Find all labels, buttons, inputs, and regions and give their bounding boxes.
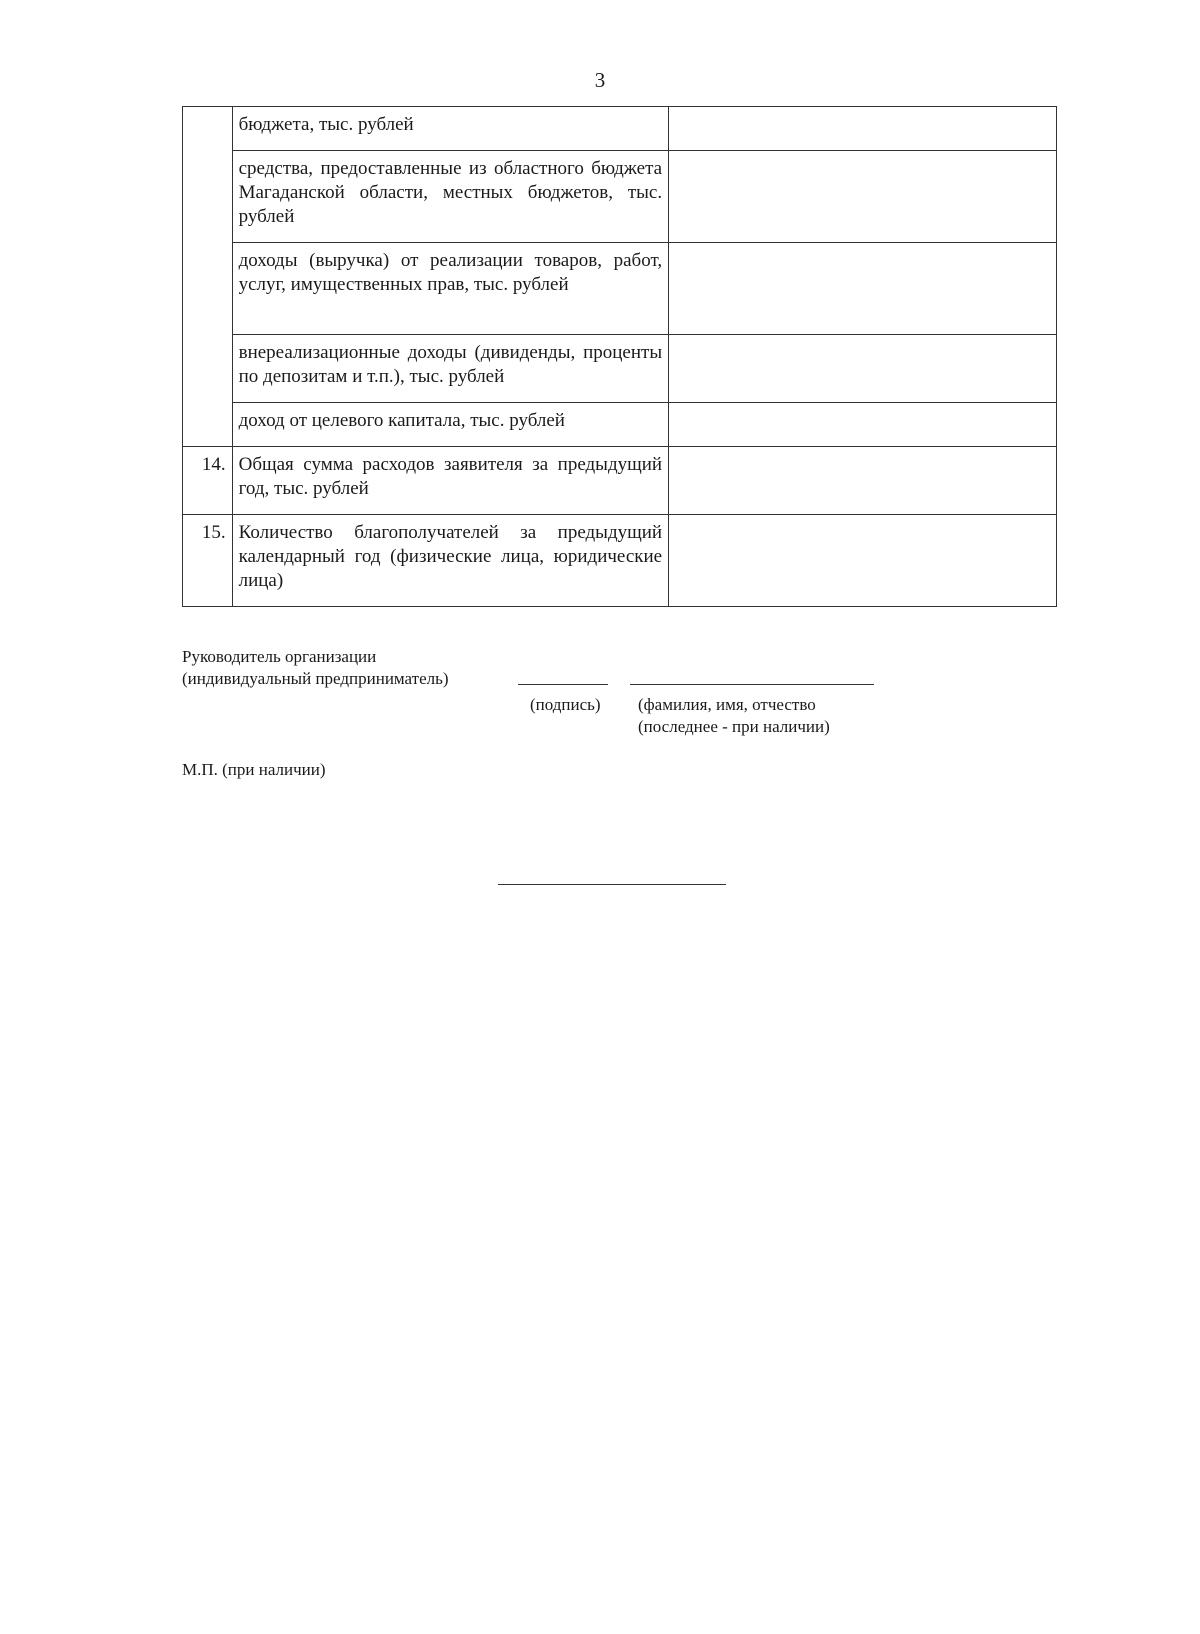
table-row bbox=[183, 335, 1057, 403]
row-value[interactable] bbox=[669, 107, 1057, 151]
stamp-placeholder: М.П. (при наличии) bbox=[182, 760, 326, 779]
full-name-caption bbox=[638, 694, 830, 738]
row-number bbox=[183, 335, 233, 403]
row-label: доход от целевого капитала, тыс. рублей bbox=[232, 403, 668, 447]
full-name-caption-line1: (фамилия, имя, отчество bbox=[638, 695, 816, 714]
table-row bbox=[183, 151, 1057, 243]
row-value[interactable] bbox=[669, 151, 1057, 243]
table-row bbox=[183, 447, 1057, 515]
row-label: внереализационные доходы (дивиденды, проценты по депозитам и т.п.), тыс. рублей bbox=[232, 335, 668, 403]
row-label: Общая сумма расходов заявителя за предыдущий год, тыс. рублей bbox=[232, 447, 668, 515]
signatory-title bbox=[182, 646, 449, 690]
signatory-title-line1: Руководитель организации bbox=[182, 647, 377, 666]
row-value[interactable] bbox=[669, 447, 1057, 515]
signature-line[interactable] bbox=[518, 684, 608, 685]
signatory-title-line2: (индивидуальный предприниматель) bbox=[182, 669, 449, 688]
row-number bbox=[183, 107, 233, 151]
row-value[interactable] bbox=[669, 335, 1057, 403]
row-value[interactable] bbox=[669, 515, 1057, 607]
row-number bbox=[183, 151, 233, 243]
row-label: доходы (выручка) от реализации товаров, работ, услуг, имущественных прав, тыс. рублей bbox=[232, 243, 668, 335]
table-row bbox=[183, 107, 1057, 151]
financial-info-table bbox=[182, 106, 1057, 607]
full-name-line[interactable] bbox=[630, 684, 874, 685]
full-name-caption-line2: (последнее - при наличии) bbox=[638, 717, 830, 736]
table-row bbox=[183, 243, 1057, 335]
row-value[interactable] bbox=[669, 243, 1057, 335]
signature-caption: (подпись) bbox=[530, 695, 601, 714]
row-number bbox=[183, 243, 233, 335]
end-of-document-line bbox=[498, 884, 726, 885]
row-number: 14. bbox=[183, 447, 233, 515]
row-label: бюджета, тыс. рублей bbox=[232, 107, 668, 151]
row-number bbox=[183, 403, 233, 447]
row-label: Количество благополучателей за предыдущий календарный год (физические лица, юридические лица) bbox=[232, 515, 668, 607]
row-label: средства, предоставленные из областного бюджета Магаданской области, местных бюджетов, тыс. рублей bbox=[232, 151, 668, 243]
page-number: 3 bbox=[594, 68, 606, 92]
row-value[interactable] bbox=[669, 403, 1057, 447]
row-number: 15. bbox=[183, 515, 233, 607]
table-row bbox=[183, 403, 1057, 447]
table-row bbox=[183, 515, 1057, 607]
